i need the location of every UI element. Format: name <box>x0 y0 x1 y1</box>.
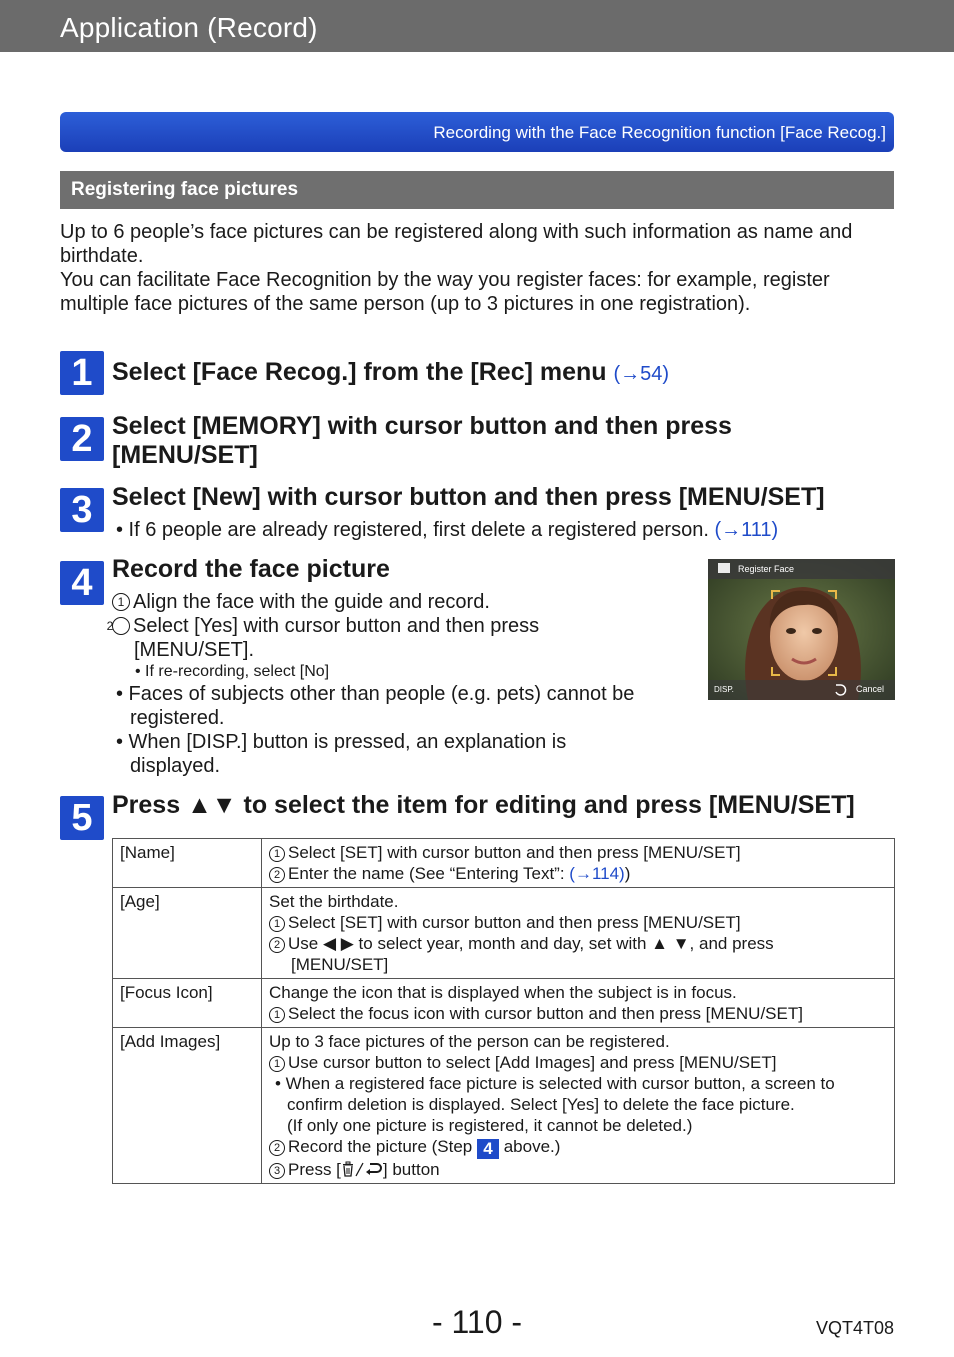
table-line-tail: ) <box>624 864 631 883</box>
table-line-text: Select [SET] with cursor button and then press [MENU/SET] <box>288 843 741 862</box>
step-1-title <box>112 358 669 389</box>
table-value-focus-icon <box>262 979 895 1028</box>
step-4-sub-2-text: Select [Yes] with cursor button and then press [MENU/SET]. <box>133 615 540 661</box>
circled-number-1: 1 <box>112 593 130 611</box>
table-intro: Set the birthdate. <box>269 892 399 911</box>
step-4-sub-1 <box>112 590 672 614</box>
step-3-ref-link[interactable]: (→111) <box>714 519 779 541</box>
step-4-badge: 4 <box>477 1139 499 1159</box>
circled-number-2: 2 <box>269 937 285 953</box>
table-line <box>269 1003 887 1024</box>
screen-header-label: Register Face <box>738 564 795 574</box>
table-key-age: [Age] <box>113 888 262 979</box>
table-value-age <box>262 888 895 979</box>
step-5-title <box>112 791 855 820</box>
table-line <box>269 1159 887 1180</box>
table-line-continuation: [MENU/SET] <box>291 955 389 974</box>
step-5-number: 5 <box>60 796 104 840</box>
table-line <box>269 933 887 954</box>
page-number: - 110 - <box>431 1304 523 1340</box>
table-line-text: Use ◀ ▶ to select year, month and day, set with ▲ ▼, and press <box>288 934 774 953</box>
table-row <box>113 979 895 1028</box>
circled-number-1: 1 <box>269 846 285 862</box>
table-line <box>269 1136 887 1159</box>
table-line-text: Use cursor button to select [Add Images] and press [MENU/SET] <box>288 1053 777 1072</box>
subsection-title: Registering face pictures <box>71 179 299 200</box>
table-line <box>269 863 887 884</box>
register-face-screen-image <box>708 559 895 700</box>
table-line-text: Select the focus icon with cursor button and then press [MENU/SET] <box>288 1004 803 1023</box>
table-line-text: Record the picture (Step <box>288 1137 477 1156</box>
circled-number-2: 2 <box>269 867 285 883</box>
step-1-number: 1 <box>60 351 104 395</box>
step-1-ref-link[interactable]: (→54) <box>613 363 670 385</box>
table-row <box>113 888 895 979</box>
screen-cancel-label: Cancel <box>856 684 885 694</box>
step-5-title-post: to select the item for editing and press [MENU/SET] <box>236 791 855 819</box>
step-2-title: Select [MEMORY] with cursor button and then press [MENU/SET] <box>112 412 732 469</box>
intro-text <box>60 220 900 316</box>
table-line <box>269 912 887 933</box>
table-row <box>113 1028 895 1184</box>
intro-paragraph-1: Up to 6 people’s face pictures can be registered along with such information as name and birthdate. <box>60 221 853 267</box>
step-3-number: 3 <box>60 488 104 532</box>
table-key-focus-icon: [Focus Icon] <box>113 979 262 1028</box>
screen-disp-label: DISP. <box>714 685 734 694</box>
table-key-add-images: [Add Images] <box>113 1028 262 1184</box>
circled-number-1: 1 <box>269 1056 285 1072</box>
section-title: Recording with the Face Recognition function [Face Recog.] <box>433 123 886 142</box>
table-value-name <box>262 839 895 888</box>
step-4-bullet-1: • Faces of subjects other than people (e.g. pets) cannot be registered. <box>116 683 635 729</box>
circled-number-1: 1 <box>269 1007 285 1023</box>
step-4-number: 4 <box>60 561 104 605</box>
circled-number-2: 2 <box>112 617 130 635</box>
face-photo-illustration <box>708 559 895 700</box>
step-4-title: Record the face picture <box>112 555 390 583</box>
subsection-bar <box>60 171 894 209</box>
intro-paragraph-2: You can facilitate Face Recognition by the way you register faces: for example, register multiple face pictures of the same person (up to 3 pictures in one registration). <box>60 269 830 315</box>
model-code: VQT4T08 <box>815 1318 894 1338</box>
circled-number-2: 2 <box>269 1140 285 1156</box>
step-4-sub-2 <box>106 614 582 662</box>
table-intro: Change the icon that is displayed when the subject is in focus. <box>269 983 737 1002</box>
entering-text-ref-link[interactable]: (→114) <box>569 864 625 883</box>
step-3-note <box>116 518 778 542</box>
circled-number-3: 3 <box>269 1163 285 1179</box>
step-3-note-text: • If 6 people are already registered, first delete a registered person. <box>116 519 709 541</box>
up-down-arrows-icon: ▲▼ <box>187 791 237 819</box>
edit-items-table <box>112 838 895 1184</box>
table-intro: Up to 3 face pictures of the person can be registered. <box>269 1032 670 1051</box>
circled-number-1: 1 <box>269 916 285 932</box>
trash-return-button-icon <box>341 1160 383 1178</box>
table-line-text: Enter the name (See “Entering Text”: <box>288 864 570 883</box>
step-5-title-pre: Press <box>112 791 188 819</box>
table-bullet-continuation: (If only one picture is registered, it cannot be deleted.) <box>287 1116 693 1135</box>
step-4-bullet-2: • When [DISP.] button is pressed, an explanation is displayed. <box>116 731 567 777</box>
table-line-text: ] button <box>382 1160 440 1179</box>
table-line <box>269 842 887 863</box>
section-bar <box>60 112 894 152</box>
table-value-add-images <box>262 1028 895 1184</box>
step-2-number: 2 <box>60 417 104 461</box>
table-row <box>113 839 895 888</box>
table-bullet: • When a registered face picture is selected with cursor button, a screen to confirm deletion is displayed. Select [Yes] to delete the face picture. <box>275 1074 835 1114</box>
table-key-name: [Name] <box>113 839 262 888</box>
step-4-sub-1-text: Align the face with the guide and record. <box>133 591 490 613</box>
table-line-text: Press [ <box>288 1160 341 1179</box>
table-line <box>269 1052 887 1073</box>
header-bar <box>0 0 954 52</box>
header-title: Application (Record) <box>60 12 318 43</box>
step-3-title: Select [New] with cursor button and then press [MENU/SET] <box>112 483 825 511</box>
step-4-sub-2-note: • If re-recording, select [No] <box>135 663 330 680</box>
table-line-text: above.) <box>498 1137 561 1156</box>
step-1-title-text: Select [Face Recog.] from the [Rec] menu <box>112 358 607 386</box>
table-line-text: Select [SET] with cursor button and then press [MENU/SET] <box>288 913 741 932</box>
